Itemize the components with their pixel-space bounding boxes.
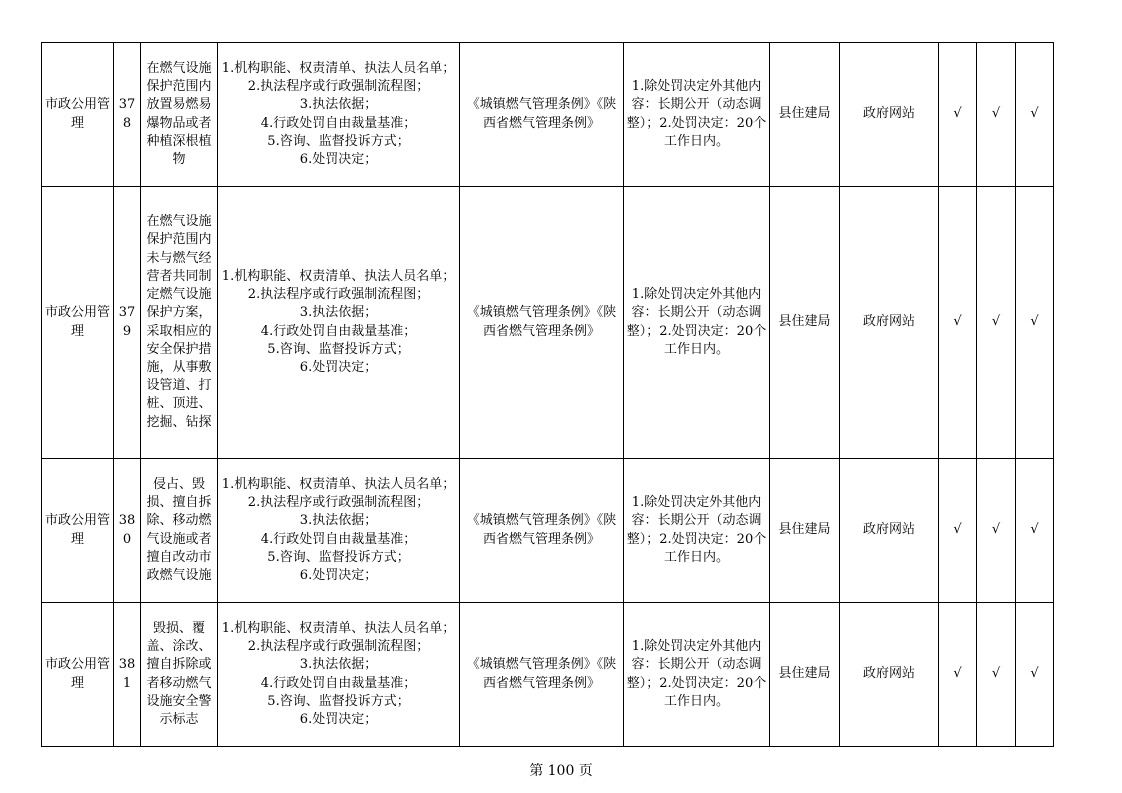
- basis-cell: 《城镇燃气管理条例》《陕西省燃气管理条例》: [460, 603, 624, 747]
- number-cell: 379: [114, 187, 141, 459]
- content-line: 3.执法依据；: [299, 97, 378, 113]
- content-line: 6.处罚决定；: [299, 567, 378, 583]
- check-mark: √: [1016, 603, 1054, 747]
- basis-cell: 《城镇燃气管理条例》《陕西省燃气管理条例》: [460, 43, 624, 187]
- subject-cell: 县住建局: [770, 459, 840, 603]
- table-row: [42, 459, 1054, 603]
- content-line: 3.执法依据；: [299, 657, 378, 673]
- content-line: 2.执法程序或行政强制流程图；: [247, 495, 430, 511]
- content-line: 2.执法程序或行政强制流程图；: [247, 639, 430, 655]
- content-line: 5.咨询、监督投诉方式；: [267, 549, 410, 565]
- content-line: 1.机构职能、权责清单、执法人员名单；: [221, 620, 456, 636]
- content-line: 5.咨询、监督投诉方式；: [267, 133, 410, 149]
- check-mark: √: [1016, 187, 1054, 459]
- content-line: 1.机构职能、权责清单、执法人员名单；: [221, 268, 456, 284]
- basis-cell: 《城镇燃气管理条例》《陕西省燃气管理条例》: [460, 187, 624, 459]
- subject-cell: 县住建局: [770, 603, 840, 747]
- item-cell: 毁损、覆盖、涂改、擅自拆除或者移动燃气设施安全警示标志: [141, 603, 218, 747]
- content-line: 4.行政处罚自由裁量基准；: [260, 323, 417, 339]
- table-row: [42, 43, 1054, 187]
- check-mark: √: [939, 43, 977, 187]
- content-line: 3.执法依据；: [299, 305, 378, 321]
- check-mark: √: [977, 43, 1016, 187]
- table-row: [42, 603, 1054, 747]
- content-line: 4.行政处罚自由裁量基准；: [260, 115, 417, 131]
- content-line: 6.处罚决定；: [299, 151, 378, 167]
- content-line: 6.处罚决定；: [299, 711, 378, 727]
- subject-cell: 县住建局: [770, 187, 840, 459]
- channel-cell: 政府网站: [840, 603, 939, 747]
- channel-cell: 政府网站: [840, 187, 939, 459]
- number-cell: 380: [114, 459, 141, 603]
- content-line: 6.处罚决定；: [299, 359, 378, 375]
- content-cell: [218, 459, 460, 603]
- item-cell: 在燃气设施保护范围内未与燃气经营者共同制定燃气设施保护方案，采取相应的安全保护措施，从事敷设管道、打桩、顶进、挖掘、钻探: [141, 187, 218, 459]
- content-line: 5.咨询、监督投诉方式；: [267, 341, 410, 357]
- page-number: 第 100 页: [529, 763, 593, 779]
- table-body: [42, 43, 1054, 747]
- content-line: 2.执法程序或行政强制流程图；: [247, 287, 430, 303]
- check-mark: √: [977, 603, 1016, 747]
- content-line: 3.执法依据；: [299, 513, 378, 529]
- content-cell: [218, 43, 460, 187]
- content-line: 1.机构职能、权责清单、执法人员名单；: [221, 476, 456, 492]
- table-row: [42, 187, 1054, 459]
- check-mark: √: [977, 187, 1016, 459]
- content-cell: [218, 603, 460, 747]
- disclosure-table: [41, 42, 1054, 747]
- number-cell: 378: [114, 43, 141, 187]
- check-mark: √: [1016, 43, 1054, 187]
- category-cell: 市政公用管理: [42, 43, 114, 187]
- channel-cell: 政府网站: [840, 43, 939, 187]
- check-mark: √: [1016, 459, 1054, 603]
- period-cell: 1.除处罚决定外其他内容：长期公开（动态调整）；2.处罚决定：20个工作日内。: [624, 603, 770, 747]
- channel-cell: 政府网站: [840, 459, 939, 603]
- check-mark: √: [939, 603, 977, 747]
- number-cell: 381: [114, 603, 141, 747]
- category-cell: 市政公用管理: [42, 603, 114, 747]
- category-cell: 市政公用管理: [42, 459, 114, 603]
- item-cell: 在燃气设施保护范围内放置易燃易爆物品或者种植深根植物: [141, 43, 218, 187]
- check-mark: √: [977, 459, 1016, 603]
- check-mark: √: [939, 187, 977, 459]
- category-cell: 市政公用管理: [42, 187, 114, 459]
- check-mark: √: [939, 459, 977, 603]
- basis-cell: 《城镇燃气管理条例》《陕西省燃气管理条例》: [460, 459, 624, 603]
- content-line: 1.机构职能、权责清单、执法人员名单；: [221, 60, 456, 76]
- subject-cell: 县住建局: [770, 43, 840, 187]
- item-cell: 侵占、毁损、擅自拆除、移动燃气设施或者擅自改动市政燃气设施: [141, 459, 218, 603]
- content-line: 4.行政处罚自由裁量基准；: [260, 675, 417, 691]
- content-line: 2.执法程序或行政强制流程图；: [247, 79, 430, 95]
- content-line: 5.咨询、监督投诉方式；: [267, 693, 410, 709]
- period-cell: 1.除处罚决定外其他内容：长期公开（动态调整）；2.处罚决定：20个工作日内。: [624, 187, 770, 459]
- period-cell: 1.除处罚决定外其他内容：长期公开（动态调整）；2.处罚决定：20个工作日内。: [624, 43, 770, 187]
- content-line: 4.行政处罚自由裁量基准；: [260, 531, 417, 547]
- content-cell: [218, 187, 460, 459]
- period-cell: 1.除处罚决定外其他内容：长期公开（动态调整）；2.处罚决定：20个工作日内。: [624, 459, 770, 603]
